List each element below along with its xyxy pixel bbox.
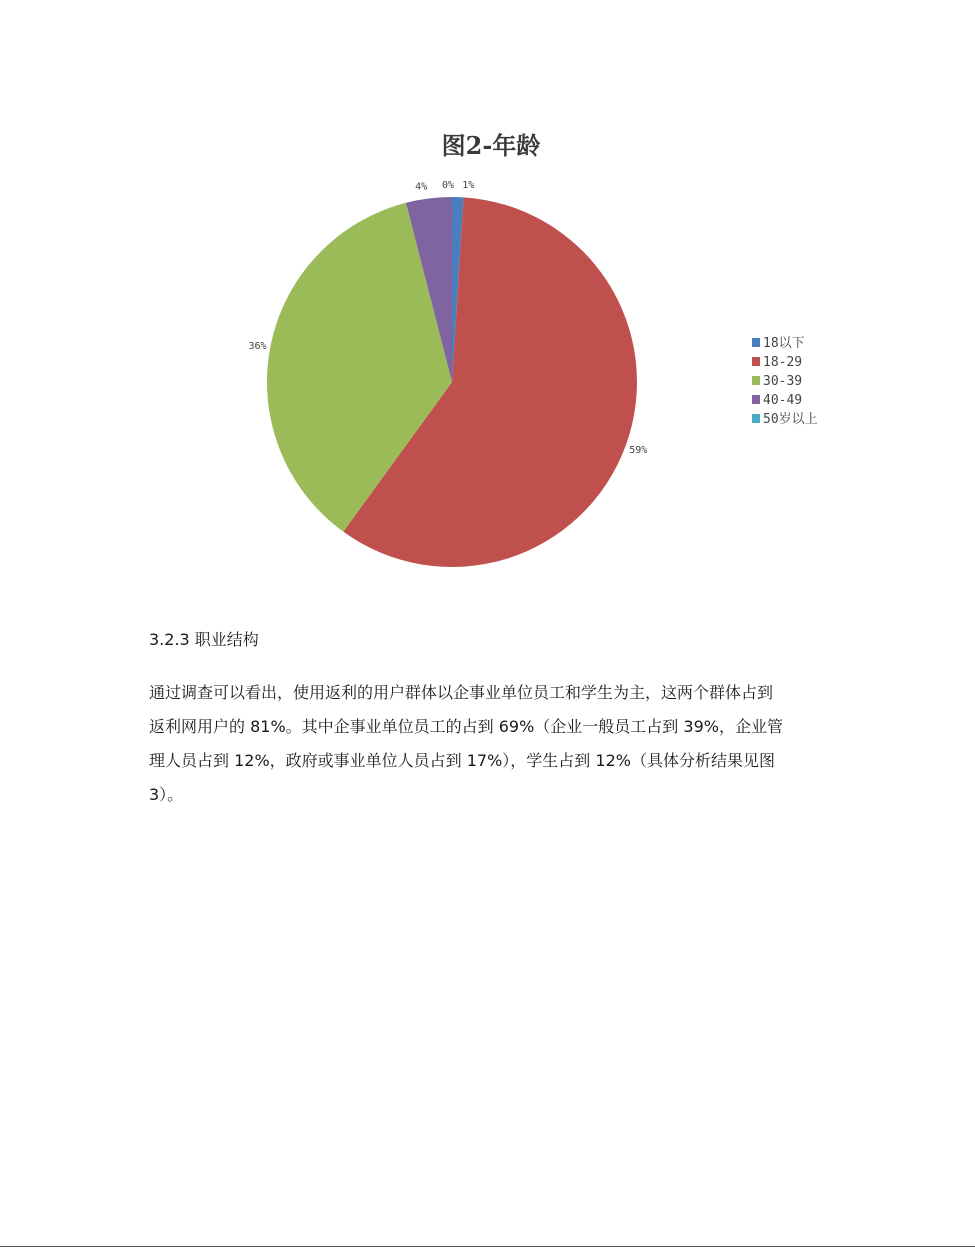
legend-item xyxy=(752,411,818,427)
pie-data-label: 4% xyxy=(415,181,428,193)
legend-label: 40-49 xyxy=(763,393,803,408)
section-heading: 3.2.3 职业结构 xyxy=(149,630,259,649)
legend-label: 50岁以上 xyxy=(763,412,818,427)
legend-label: 30-39 xyxy=(763,374,803,389)
paragraph-line: 3）。 xyxy=(149,785,184,804)
pie-data-label: 0% xyxy=(441,180,455,191)
legend-swatch xyxy=(752,357,760,366)
pie-data-label: 36% xyxy=(248,340,267,352)
age-pie-chart xyxy=(0,0,975,600)
legend-item xyxy=(752,374,802,389)
legend-label: 18-29 xyxy=(763,355,803,370)
legend-swatch xyxy=(752,395,760,404)
legend-item xyxy=(752,336,805,351)
pie-data-label: 1% xyxy=(462,180,475,192)
legend-item xyxy=(752,355,802,370)
paragraph-line: 理人员占到 12%，政府或事业单位人员占到 17%），学生占到 12%（具体分析结果见图 xyxy=(149,751,775,770)
pie-slices xyxy=(267,197,637,567)
pie-data-label: 59% xyxy=(629,445,648,457)
legend-item xyxy=(752,393,802,408)
legend-swatch xyxy=(752,338,760,347)
paragraph-line: 返利网用户的 81%。其中企事业单位员工的占到 69%（企业一般员工占到 39%，企业管 xyxy=(149,717,783,736)
legend-label: 18以下 xyxy=(763,336,805,351)
section-paragraph xyxy=(149,676,829,812)
chart-title: 图2-年龄 xyxy=(441,131,541,160)
legend-swatch xyxy=(752,414,760,423)
paragraph-line: 通过调查可以看出，使用返利的用户群体以企事业单位员工和学生为主，这两个群体占到 xyxy=(149,683,774,702)
legend-swatch xyxy=(752,376,760,385)
page-bottom-rule xyxy=(0,1246,975,1247)
legend xyxy=(752,336,818,427)
